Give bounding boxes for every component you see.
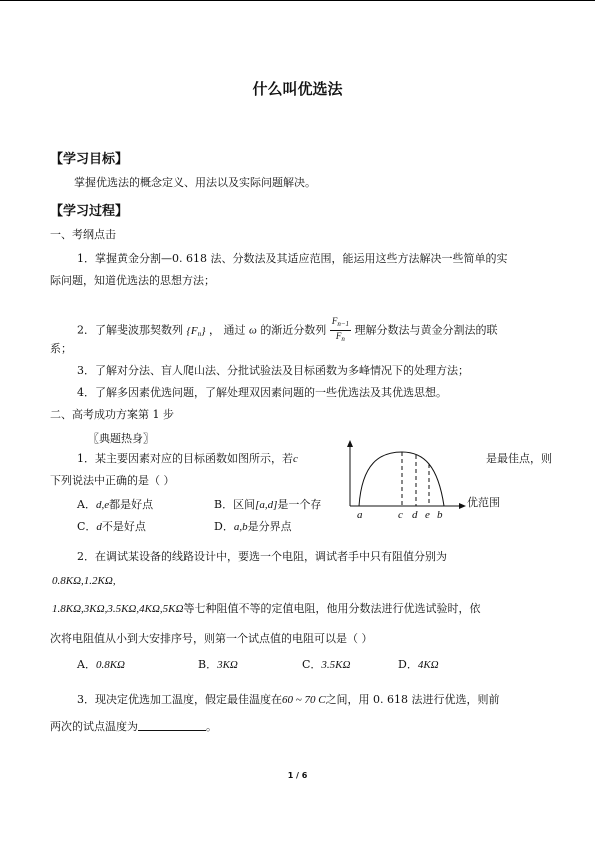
answer-blank[interactable]	[138, 720, 206, 731]
label-e: e	[425, 509, 430, 521]
q1-line1: 1．某主要因素对应的目标函数如图所示，若c	[77, 452, 298, 465]
c-var: c	[293, 453, 298, 465]
q2-values1: 0.8KΩ,1.2KΩ,	[52, 575, 116, 587]
q3-line1: 3．现决定优选加工温度，假定最佳温度在60 ~ 70 C之间，用 0. 618 法进行优选，则前	[77, 693, 500, 706]
y-axis-arrow	[347, 440, 353, 447]
item1-line2: 际问题，知道优选法的思想方法；	[50, 274, 215, 287]
objective-function-figure	[340, 438, 530, 524]
q2-option-d: D．4KΩ	[398, 658, 439, 671]
q2-line1: 2．在调试某设备的线路设计中，要选一个电阻，调试者手中只有阻值分别为	[77, 550, 447, 563]
range-label: 优范围	[467, 496, 500, 509]
part2-heading: 二、高考成功方案第 1 步	[50, 408, 174, 421]
q1-option-c: C．d不是好点	[77, 520, 146, 533]
item2-line2: 系；	[50, 342, 72, 355]
label-b: b	[437, 509, 443, 521]
q3-line2: 两次的试点温度为 。	[50, 720, 217, 733]
item4: 4．了解多因素优选问题，了解处理双因素问题的一些优选法及其优选思想。	[77, 386, 447, 399]
label-c: c	[398, 509, 403, 521]
omega-symbol: ω	[249, 324, 257, 337]
q2-line4: 次将电阻值从小到大安排序号，则第一个试点值的电阻可以是（ ）	[50, 632, 373, 645]
part1-heading: 一、考纲点击	[50, 228, 116, 241]
item2-mid1: ， 通过	[209, 323, 246, 337]
q2-option-b: B．3KΩ	[198, 658, 238, 671]
q1-option-a: A．d,e都是好点	[77, 498, 154, 511]
q2-option-a: A．0.8KΩ	[77, 658, 125, 671]
item3: 3．了解对分法、盲人爬山法、分批试验法及目标函数为多峰情况下的处理方法；	[77, 364, 469, 377]
label-d: d	[412, 509, 418, 521]
q2-values2: 1.8KΩ,3KΩ,3.5KΩ,4KΩ,5KΩ	[52, 603, 184, 615]
q1-option-d: D．a,b是分界点	[214, 520, 292, 533]
q2-line3: 1.8KΩ,3KΩ,3.5KΩ,4KΩ,5KΩ等七种阻值不等的定值电阻，他用分数法进行优选试验时，依	[52, 602, 481, 615]
part2-subheading: 〖典题热身〗	[88, 432, 154, 445]
page-number: 1 / 6	[287, 771, 308, 780]
process-heading: 【学习过程】	[50, 204, 129, 219]
label-a: a	[357, 509, 363, 521]
item2-pre: 2．了解斐波那契数列	[77, 323, 183, 337]
goal-text: 掌握优选法的概念定义、用法以及实际问题解决。	[74, 176, 316, 189]
fraction-fn: $\frac{F_{n-1}}{F_n}$	[331, 316, 350, 343]
item1-line1: 1．掌握黄金分割—0. 618 法、分数法及其适应范围，能运用这些方法解决一些简单的实	[77, 252, 508, 265]
q1-option-b: B．区间[a,d]是一个存	[214, 498, 322, 511]
item2-mid2: 的渐近分数列	[260, 323, 327, 337]
x-axis-arrow	[459, 503, 466, 509]
q1-line2: 下列说法中正确的是（ ）	[50, 474, 175, 487]
q1-line1-end: 是最佳点，则	[486, 452, 552, 465]
fibonacci-seq: $\{F_n\}$	[186, 324, 206, 338]
item2-line1	[77, 316, 498, 345]
page-title: 什么叫优选法	[252, 80, 343, 98]
temp-range: 60 ~ 70 C	[282, 694, 326, 706]
goal-heading: 【学习目标】	[50, 152, 129, 167]
item2-post: 理解分数法与黄金分割法的联	[354, 323, 498, 337]
q2-option-c: C．3.5KΩ	[302, 658, 351, 671]
top-rule	[0, 0, 595, 1]
